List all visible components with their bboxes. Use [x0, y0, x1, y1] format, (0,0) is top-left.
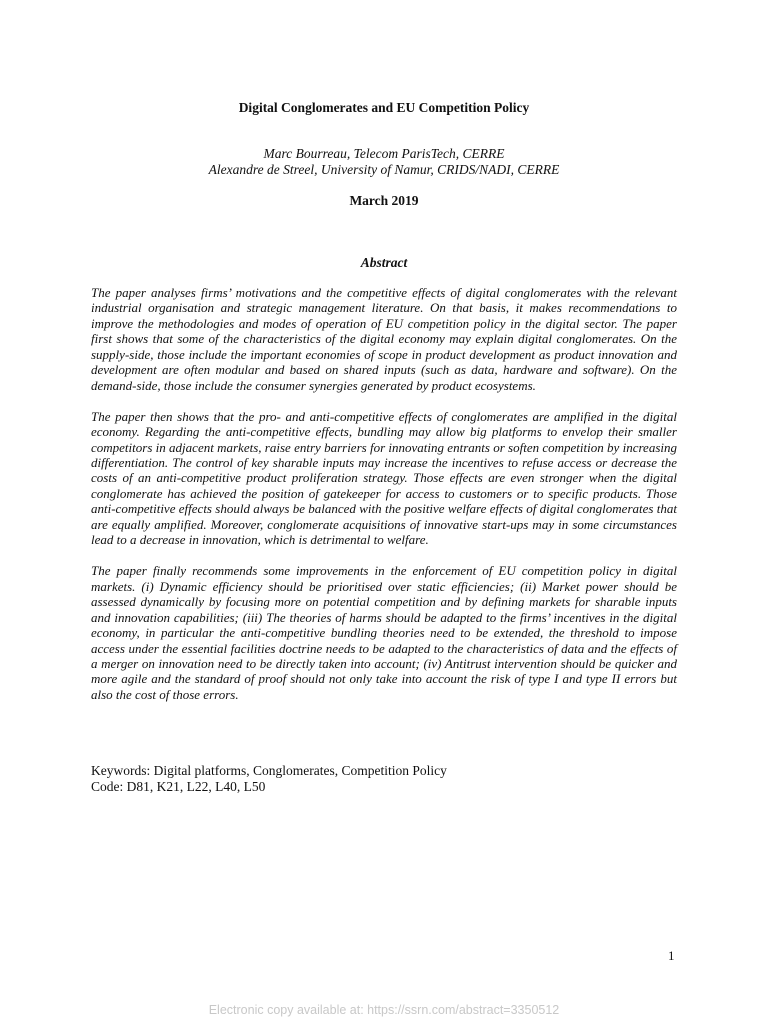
- abstract-paragraph: The paper analyses firms’ motivations and the competitive effects of digital conglomerates with the relevant industrial organisation and strategic management literature. On that basis, it makes recommendations to improve the methodologies and modes of operation of EU competition policy in the digital sector. The paper first shows that some of the characteristics of the digital economy may explain digital conglomerates. On the supply-side, those include the important economies of scope in product development as product innovation and development are often modular and based on shared inputs (such as data, hardware and software). On the demand-side, those include the consumer synergies generated by product ecosystems.: [91, 285, 677, 393]
- ssrn-footer-link[interactable]: Electronic copy available at: https://ssrn.com/abstract=3350512: [208, 1003, 560, 1017]
- abstract-body: [91, 285, 677, 718]
- author-line: Alexandre de Streel, University of Namur, CRIDS/NADI, CERRE: [208, 162, 560, 177]
- publication-date: March 2019: [349, 193, 419, 208]
- abstract-paragraph: The paper finally recommends some improvements in the enforcement of EU competition policy in digital markets. (i) Dynamic efficiency should be prioritised over static efficiencies; (ii) Market power should be assessed dynamically by focusing more on potential competition and by defining markets for sharable inputs and innovation capabilities; (iii) The theories of harms should be adapted to the firms’ incentives in the digital economy, in particular the anti-competitive bundling theories need to be extended, the threshold to impose access under the essential facilities doctrine needs to be adapted to the characteristics of data and the effects of a merger on innovation need to be directly taken into account; (iv) Antitrust intervention should be quicker and more agile and the standard of proof should not only take into account the risk of type I and type II errors but also the cost of those errors.: [91, 563, 677, 702]
- keywords-line: Keywords: Digital platforms, Conglomerates, Competition Policy: [91, 763, 447, 778]
- jel-codes-line: Code: D81, K21, L22, L40, L50: [91, 779, 266, 794]
- abstract-paragraph: The paper then shows that the pro- and anti-competitive effects of conglomerates are amplified in the digital economy. Regarding the anti-competitive effects, bundling may allow big platforms to envelop their smaller competitors in adjacent markets, raise entry barriers for innovating entrants or soften competition by increasing differentiation. The control of key sharable inputs may increase the incentives to refuse access or decrease the costs of an anti-competitive product proliferation strategy. Those effects are even stronger when the digital conglomerate has achieved the position of gatekeeper for access to customers or to specific products. Those anti-competitive effects should always be balanced with the positive welfare effects of digital conglomerates that are equally amplified. Moreover, conglomerate acquisitions of innovative start-ups may in some circumstances lead to a decrease in innovation, which is detrimental to welfare.: [91, 408, 677, 548]
- paper-title: Digital Conglomerates and EU Competition Policy: [238, 100, 530, 115]
- abstract-heading: Abstract: [360, 255, 408, 270]
- page-number: 1: [668, 948, 675, 963]
- author-list: [0, 146, 768, 178]
- author-line: Marc Bourreau, Telecom ParisTech, CERRE: [263, 146, 505, 161]
- keywords-block: [91, 763, 677, 795]
